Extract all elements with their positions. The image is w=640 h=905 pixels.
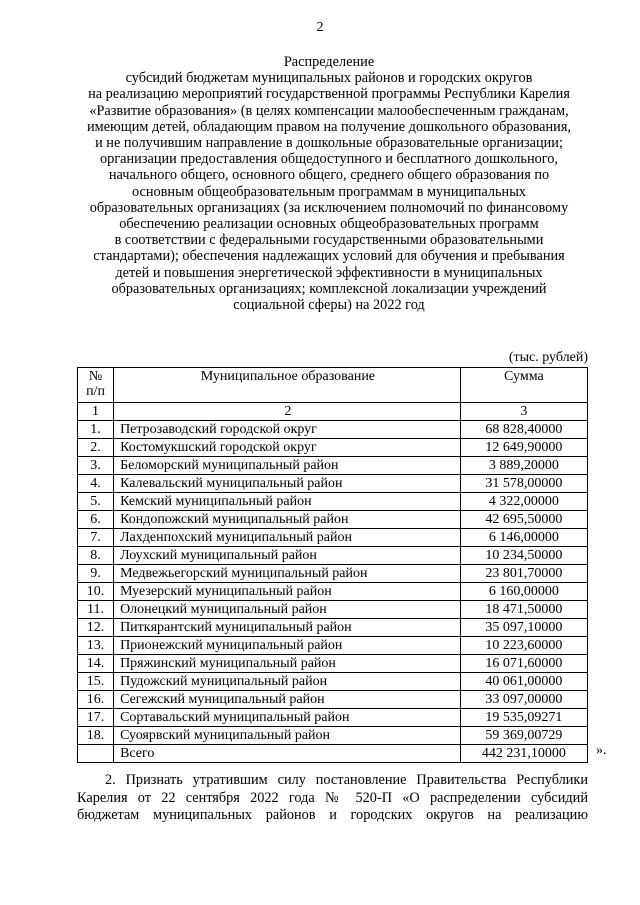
heading-line: стандартами); обеспечения надлежащих условий для обучения и пребывания [93,248,565,265]
row-sum: 59 369,00729 [460,727,587,745]
row-municipality: Прионежский муниципальный район [114,637,461,655]
row-sum: 6 146,00000 [460,529,587,547]
heading-line: и не получившим направление в дошкольные образовательные организации; [95,135,563,152]
heading-line: имеющим детей, обладающим правом на получение дошкольного образования, [87,118,571,135]
row-municipality: Сортавальский муниципальный район [114,709,461,727]
heading-line: социальной сферы) на 2022 год [233,297,425,314]
row-num: 5. [78,493,114,511]
table-row [78,637,588,655]
table-row [78,475,588,493]
index-col-1: 1 [78,403,114,421]
row-municipality: Беломорский муниципальный район [114,457,461,475]
row-num: 6. [78,511,114,529]
row-num: 12. [78,619,114,637]
heading-line: обеспечению реализации основных общеобразовательных программ [119,216,539,233]
table-total-row [78,745,588,763]
heading-line: субсидий бюджетам муниципальных районов и городских округов [125,70,533,87]
row-municipality: Сегежский муниципальный район [114,691,461,709]
row-sum: 16 071,60000 [460,655,587,673]
row-num: 16. [78,691,114,709]
paragraph-line: 2. Признать утратившим силу постановление Правительства Республики [105,772,588,788]
heading-line: образовательных организациях; комплексной локализации учреждений [111,280,547,297]
table-row [78,727,588,745]
row-num [78,745,114,763]
paragraph-line: бюджетам муниципальных районов и городских округов на реализацию [77,807,588,823]
row-num: 7. [78,529,114,547]
row-sum: 33 097,00000 [460,691,587,709]
index-col-2: 2 [114,403,461,421]
heading-line: в соответствии с федеральными государственными образовательными [114,232,544,249]
row-num: 1. [78,421,114,439]
heading-line: основным общеобразовательным программам в муниципальных [132,183,526,200]
row-municipality: Медвежьегорский муниципальный район [114,565,461,583]
row-municipality: Костомукшский городской округ [114,439,461,457]
row-sum: 18 471,50000 [460,601,587,619]
table-row [78,457,588,475]
table-row [78,547,588,565]
heading-line: организации предоставления общедоступного и бесплатного дошкольного, [100,151,558,168]
row-sum: 3 889,20000 [460,457,587,475]
header-num [78,368,114,403]
row-municipality: Питкярантский муниципальный район [114,619,461,637]
table-index-row [78,403,588,421]
row-num: 18. [78,727,114,745]
table-row [78,529,588,547]
index-col-3: 3 [460,403,587,421]
heading-line: Распределение [283,54,375,70]
row-municipality: Пудожский муниципальный район [114,673,461,691]
row-num: 14. [78,655,114,673]
row-num: 2. [78,439,114,457]
row-municipality: Суоярвский муниципальный район [114,727,461,745]
row-num: 3. [78,457,114,475]
header-num-line2: п/п [86,384,105,399]
closing-quote: ». [596,743,607,758]
heading-line: на реализацию мероприятий государственной программы Республики Карелия [88,86,570,103]
row-municipality: Кемский муниципальный район [114,493,461,511]
row-sum: 40 061,00000 [460,673,587,691]
table-row [78,439,588,457]
table-row [78,421,588,439]
heading-line: «Развитие образования» (в целях компенсации малообеспеченным гражданам, [89,102,569,119]
row-sum: 10 234,50000 [460,547,587,565]
row-sum: 442 231,10000 [460,745,587,763]
row-municipality: Лахденпохский муниципальный район [114,529,461,547]
row-sum: 42 695,50000 [460,511,587,529]
row-num: 11. [78,601,114,619]
table-row [78,691,588,709]
document-heading [64,54,594,313]
paragraph-line: Карелия от 22 сентября 2022 года № 520-П «О распределении субсидий [77,789,588,806]
units-label: (тыс. рублей) [508,350,588,365]
row-sum: 23 801,70000 [460,565,587,583]
row-sum: 6 160,00000 [460,583,587,601]
header-sum: Сумма [460,368,587,403]
heading-line: начального общего, основного общего, среднего общего образования по [108,167,550,184]
row-municipality: Пряжинский муниципальный район [114,655,461,673]
heading-line: детей и повышения энергетической эффективности в муниципальных [115,264,543,281]
row-num: 13. [78,637,114,655]
table-header-row [78,368,588,403]
table-row [78,511,588,529]
table-row [78,709,588,727]
table-row [78,601,588,619]
header-municipality: Муниципальное образование [114,368,461,403]
row-municipality: Олонецкий муниципальный район [114,601,461,619]
row-num: 9. [78,565,114,583]
row-num: 17. [78,709,114,727]
row-sum: 10 223,60000 [460,637,587,655]
row-num: 8. [78,547,114,565]
table-row [78,619,588,637]
table-row [78,583,588,601]
row-municipality: Лоухский муниципальный район [114,547,461,565]
row-num: 4. [78,475,114,493]
table-row [78,673,588,691]
row-municipality: Муезерский муниципальный район [114,583,461,601]
row-sum: 31 578,00000 [460,475,587,493]
row-num: 15. [78,673,114,691]
row-municipality: Всего [114,745,461,763]
table-row [78,493,588,511]
row-municipality: Калевальский муниципальный район [114,475,461,493]
paragraph-2 [77,772,588,825]
row-municipality: Петрозаводский городской округ [114,421,461,439]
page-number: 2 [316,20,324,35]
subsidy-table [77,367,588,763]
row-sum: 19 535,09271 [460,709,587,727]
header-num-line1: № [88,369,103,384]
heading-line: образовательных организациях (за исключением полномочий по финансовому [89,199,569,216]
row-sum: 4 322,00000 [460,493,587,511]
row-sum: 35 097,10000 [460,619,587,637]
row-municipality: Кондопожский муниципальный район [114,511,461,529]
row-sum: 12 649,90000 [460,439,587,457]
row-sum: 68 828,40000 [460,421,587,439]
row-num: 10. [78,583,114,601]
table-row [78,565,588,583]
table-row [78,655,588,673]
